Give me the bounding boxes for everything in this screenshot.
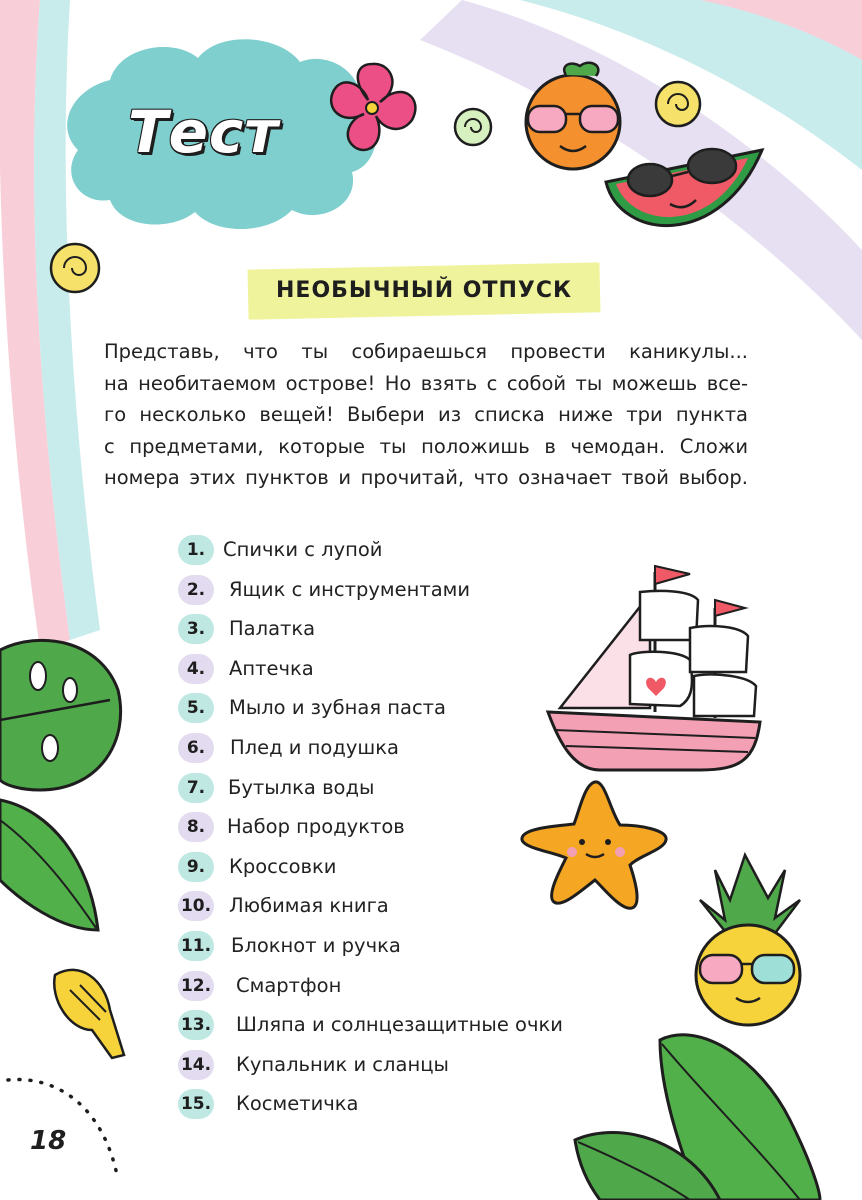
item-number-badge: 13. xyxy=(178,1010,214,1040)
item-number-badge: 14. xyxy=(178,1050,214,1080)
item-label: Набор продуктов xyxy=(227,815,405,839)
intro-line: го несколько вещей! Выбери из списка ниже три пункта xyxy=(104,403,748,426)
item-number-badge: 8. xyxy=(178,812,214,842)
palm-leaf-icon xyxy=(0,800,98,930)
item-label: Бутылка воды xyxy=(228,775,375,799)
item-label: Кроссовки xyxy=(229,854,337,878)
item-label: Спички с лупой xyxy=(223,538,383,561)
intro-line: Представь, что ты собираешься провести каникулы... xyxy=(104,340,748,363)
starfish-character-icon xyxy=(522,782,666,908)
item-number-badge: 1. xyxy=(178,535,214,565)
item-number-badge: 12. xyxy=(178,971,214,1001)
item-label: Плед и подушка xyxy=(230,735,399,759)
monstera-leaf-icon xyxy=(0,640,121,790)
page-title: Тест xyxy=(128,98,279,166)
item-label: Блокнот и ручка xyxy=(231,933,401,957)
item-label: Косметичка xyxy=(236,1092,359,1116)
item-label: Любимая книга xyxy=(229,894,389,918)
item-number-badge: 4. xyxy=(178,654,214,684)
conch-shell-icon xyxy=(54,970,124,1058)
item-label: Аптечка xyxy=(229,656,314,680)
item-number-badge: 11. xyxy=(178,931,214,961)
item-number-badge: 7. xyxy=(178,773,214,803)
pineapple-character-icon xyxy=(696,855,800,1025)
item-label: Мыло и зубная паста xyxy=(229,696,446,720)
item-label: Купальник и сланцы xyxy=(236,1052,449,1076)
item-number-badge: 2. xyxy=(178,575,214,605)
intro-paragraph xyxy=(104,336,748,494)
item-label: Палатка xyxy=(229,617,316,641)
item-number-badge: 6. xyxy=(178,733,214,763)
item-number-badge: 5. xyxy=(178,693,214,723)
subtitle-text: НЕОБЫЧНЫЙ ОТПУСК xyxy=(276,278,572,303)
intro-line: номера этих пунктов и прочитай, что означает твой выбор. xyxy=(104,466,748,489)
palm-leaves-bottom-icon xyxy=(575,1035,820,1200)
page-number: 18 xyxy=(30,1126,67,1156)
item-number-badge: 10. xyxy=(178,891,214,921)
item-number-badge: 9. xyxy=(178,852,214,882)
item-number-badge: 15. xyxy=(178,1089,214,1119)
sailing-ship-icon xyxy=(548,566,760,770)
subtitle-banner xyxy=(248,262,601,319)
item-label: Смартфон xyxy=(236,973,342,997)
intro-line: на необитаемом острове! Но взять с собой ты можешь все- xyxy=(104,371,748,395)
intro-line: с предметами, которые ты положишь в чемодан. Сложи xyxy=(104,434,748,458)
item-number-badge: 3. xyxy=(178,614,214,644)
item-label: Шляпа и солнцезащитные очки xyxy=(236,1013,563,1037)
item-label: Ящик с инструментами xyxy=(229,577,471,601)
